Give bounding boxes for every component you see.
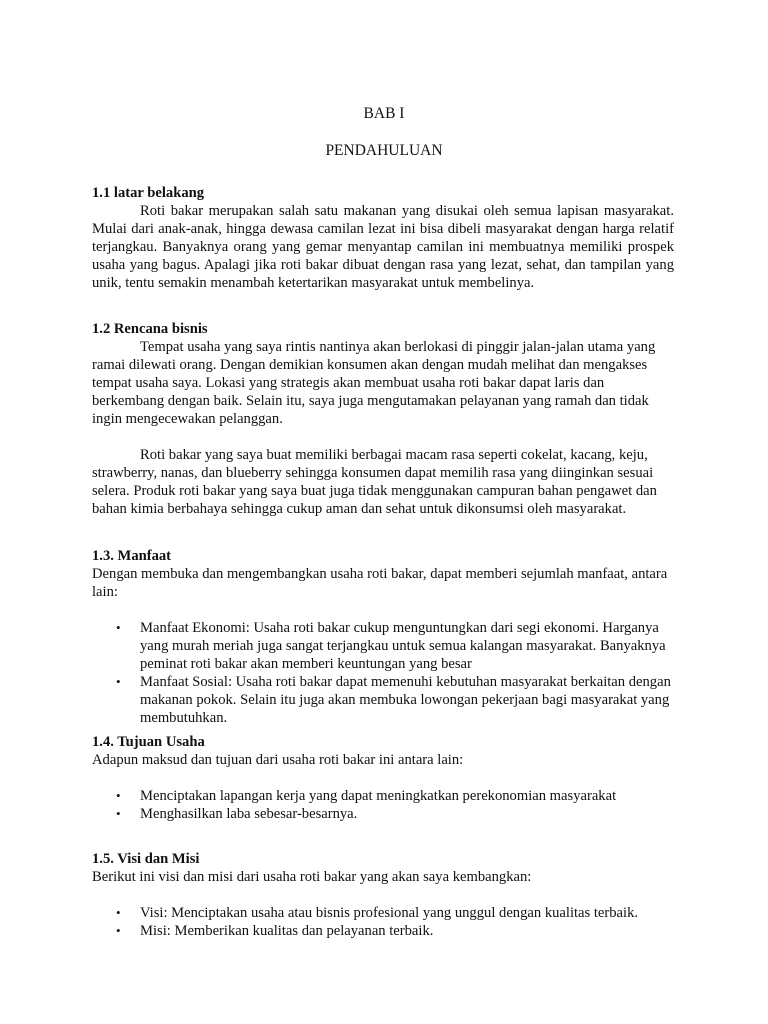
section-heading: 1.2 Rencana bisnis [92,321,208,337]
bullet-icon: • [116,923,121,938]
section-manfaat [92,547,674,727]
list-item [92,619,674,673]
list-item-text: Menciptakan lapangan kerja yang dapat meningkatkan perekonomian masyarakat [140,788,617,804]
list-item-text: Misi: Memberikan kualitas dan pelayanan terbaik. [140,923,434,939]
section-visi-misi [92,850,674,940]
section-latar-belakang [92,184,674,292]
bullet-icon: • [116,905,121,920]
section-heading: 1.3. Manfaat [92,548,172,564]
list-item-text: Manfaat Sosial: Usaha roti bakar dapat memenuhi kebutuhan masyarakat berkaitan dengan makanan pokok. Selain itu juga akan membuka lowongan pekerjaan bagi masyarakat yang membutuhkan. [140,674,671,726]
chapter-title: PENDAHULUAN [325,142,443,159]
chapter-label: BAB I [363,105,405,122]
list-item-text: Visi: Menciptakan usaha atau bisnis profesional yang unggul dengan kualitas terbaik. [140,905,639,921]
bullet-icon: • [116,620,121,635]
list-item [92,922,674,940]
list-item [92,904,674,922]
section-tujuan-usaha [92,733,674,823]
paragraph: Adapun maksud dan tujuan dari usaha roti bakar ini antara lain: [92,752,464,768]
section-heading: 1.1 latar belakang [92,185,205,201]
list-item-text: Manfaat Ekonomi: Usaha roti bakar cukup menguntungkan dari segi ekonomi. Harganya yang murah meriah juga sangat terjangkau untuk semua kalangan masyarakat. Banyaknya peminat roti bakar akan memberi keuntungan yang besar [140,620,666,672]
paragraph: Tempat usaha yang saya rintis nantinya akan berlokasi di pinggir jalan-jalan utama yang ramai dilewati orang. Dengan demikian konsumen akan dengan mudah melihat dan mengakses tempat usaha saya. Lokasi yang strategis akan membuat usaha roti bakar dapat laris dan berkembang dengan baik. Selain itu, saya juga mengutamakan pelayanan yang ramah dan tidak ingin mengecewakan pelanggan. [92,339,656,427]
list-item [92,673,674,727]
list-item [92,787,674,805]
paragraph: Roti bakar merupakan salah satu makanan yang disukai oleh semua lapisan masyarakat. Mulai dari anak-anak, hingga dewasa camilan lezat ini bisa dibeli masyarakat dengan harga relatif terjangkau. Banyaknya orang yang gemar menyantap camilan ini membuatnya memiliki prospek usaha yang bagus. Apalagi jika roti bakar dibuat dengan rasa yang lezat, sehat, dan tampilan yang unik, tentu semakin menambah ketertarikan masyarakat untuk membelinya. [92,203,674,291]
list-item-text: Menghasilkan laba sebesar-besarnya. [140,806,358,822]
bullet-icon: • [116,674,121,689]
vision-mission-list [92,904,674,940]
bullet-icon: • [116,806,121,821]
section-heading: 1.5. Visi dan Misi [92,851,200,867]
paragraph: Dengan membuka dan mengembangkan usaha roti bakar, dapat memberi sejumlah manfaat, antara lain: [92,566,668,600]
section-heading: 1.4. Tujuan Usaha [92,734,205,750]
goal-list [92,787,674,823]
paragraph: Roti bakar yang saya buat memiliki berbagai macam rasa seperti cokelat, kacang, keju, strawberry, nanas, dan blueberry sehingga konsumen dapat memilih rasa yang diinginkan sesuai selera. Produk roti bakar yang saya buat juga tidak menggunakan campuran bahan pengawet dan bahan kimia berbahaya sehingga cukup aman dan sehat untuk dikonsumsi oleh masyarakat. [92,447,657,517]
list-item [92,805,674,823]
bullet-icon: • [116,788,121,803]
section-rencana-bisnis [92,320,674,518]
benefit-list [92,619,674,727]
paragraph: Berikut ini visi dan misi dari usaha roti bakar yang akan saya kembangkan: [92,869,532,885]
